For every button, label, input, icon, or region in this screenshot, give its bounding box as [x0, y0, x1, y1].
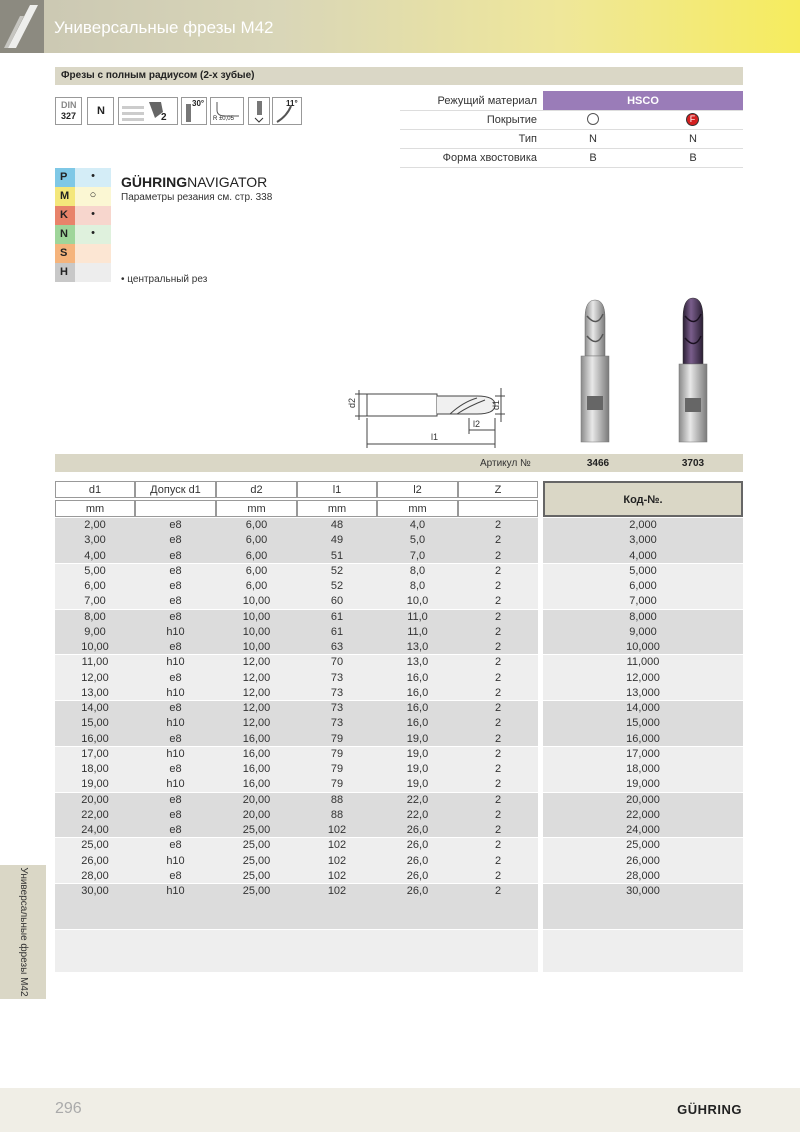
column-header: d2: [216, 481, 297, 498]
shank-value-1: B: [589, 152, 597, 164]
page-header: [0, 0, 800, 53]
cutting-material-label: Режущий материал: [437, 95, 537, 107]
table-cell: 3,00: [84, 534, 106, 547]
table-cell: 10,00: [242, 595, 271, 608]
table-cell: 6,00: [245, 580, 268, 592]
table-cell: h10: [166, 656, 185, 669]
column-unit: mm: [216, 500, 297, 517]
table-cell: 19,0: [406, 747, 429, 760]
table-cell: 2: [494, 641, 502, 653]
table-cell: h10: [166, 778, 185, 791]
code-band: [543, 930, 743, 972]
code-cell: 19,000: [626, 778, 660, 791]
table-cell: 52: [330, 564, 344, 577]
column-header: Z: [458, 481, 538, 498]
clearance-angle: 11°: [286, 99, 298, 108]
table-cell: 2: [494, 625, 502, 638]
table-cell: 7,0: [409, 549, 426, 562]
center-cut-icon: [248, 97, 270, 125]
table-cell: 2: [494, 763, 502, 775]
table-cell: 22,00: [81, 808, 109, 821]
table-cell: 73: [330, 702, 344, 714]
article-label: Артикул №: [480, 458, 531, 469]
table-cell: 18,00: [81, 763, 109, 775]
code-cell: 20,000: [626, 793, 660, 806]
table-cell: 2: [494, 732, 502, 745]
table-cell: 16,0: [406, 671, 429, 684]
code-cell: 24,000: [626, 824, 660, 836]
table-cell: e8: [169, 595, 182, 608]
table-cell: 6,00: [84, 580, 106, 592]
section-bar: [55, 67, 743, 85]
table-cell: 26,0: [406, 869, 429, 882]
table-cell: 2: [494, 610, 502, 623]
divider: [400, 167, 743, 168]
table-cell: 5,0: [409, 534, 426, 547]
table-cell: 63: [330, 641, 344, 653]
table-cell: 48: [330, 519, 344, 531]
table-cell: 30,00: [81, 885, 109, 897]
code-cell: 13,000: [626, 686, 660, 699]
material-row: [55, 168, 111, 187]
side-tab: [0, 865, 46, 999]
table-cell: e8: [169, 580, 182, 592]
table-cell: e8: [169, 763, 182, 775]
table-cell: 16,00: [242, 778, 271, 791]
table-cell: e8: [169, 519, 182, 531]
table-cell: 26,0: [406, 839, 429, 852]
table-cell: 79: [330, 732, 344, 745]
table-cell: e8: [169, 534, 182, 547]
material-row: [55, 263, 111, 282]
table-cell: 13,00: [81, 686, 109, 699]
material-letter: N: [55, 225, 75, 244]
table-cell: h10: [166, 854, 185, 867]
column-header: Допуск d1: [135, 481, 216, 498]
code-cell: 28,000: [626, 869, 660, 882]
navigator-brand-bold: GÜHRING: [121, 174, 188, 190]
table-cell: 28,00: [81, 869, 109, 882]
table-cell: 13,0: [406, 641, 429, 653]
table-cell: e8: [169, 564, 182, 577]
type-badge: [87, 97, 114, 125]
table-cell: 2: [494, 717, 502, 730]
table-cell: 10,00: [242, 641, 271, 653]
code-cell: 9,000: [629, 625, 657, 638]
table-cell: 22,0: [406, 793, 429, 806]
table-cell: 2: [494, 580, 502, 592]
column-unit: mm: [297, 500, 377, 517]
coating-f-icon: F: [686, 113, 699, 126]
table-cell: e8: [169, 549, 182, 562]
table-cell: 61: [330, 610, 344, 623]
type-label: Тип: [518, 133, 537, 145]
article-code-1: 3466: [586, 458, 610, 469]
table-cell: 79: [330, 778, 344, 791]
table-cell: 102: [327, 839, 347, 852]
type-value-2: N: [689, 133, 697, 145]
table-cell: 73: [330, 717, 344, 730]
d2-label: d2: [347, 397, 357, 408]
code-header: Код-№.: [543, 481, 743, 517]
material-suitability: •: [91, 208, 95, 220]
table-cell: 20,00: [242, 808, 271, 821]
table-cell: e8: [169, 671, 182, 684]
material-letter: H: [55, 263, 75, 282]
code-cell: 6,000: [629, 580, 657, 592]
material-suitability: ○: [89, 189, 97, 201]
table-cell: 73: [330, 671, 344, 684]
radius-icon: [210, 97, 244, 125]
table-cell: 20,00: [242, 793, 271, 806]
table-cell: 19,0: [406, 763, 429, 775]
material-value: HSCO: [627, 95, 659, 107]
flutes-icon: [118, 97, 178, 125]
table-cell: 2: [494, 702, 502, 714]
table-cell: 2: [494, 839, 502, 852]
table-cell: 2: [494, 885, 502, 897]
table-cell: 60: [330, 595, 344, 608]
code-cell: 8,000: [629, 610, 657, 623]
code-cell: 5,000: [629, 564, 657, 577]
code-cell: 11,000: [626, 656, 660, 669]
code-cell: 3,000: [629, 534, 657, 547]
table-cell: 2: [494, 869, 502, 882]
column-header: l1: [297, 481, 377, 498]
table-cell: 2: [494, 686, 502, 699]
code-cell: 16,000: [626, 732, 660, 745]
table-cell: 102: [327, 869, 347, 882]
article-bar: [55, 454, 743, 472]
column-unit: mm: [377, 500, 458, 517]
code-cell: 2,000: [629, 519, 657, 531]
table-cell: 20,00: [81, 793, 109, 806]
din-number: 327: [61, 111, 77, 121]
table-cell: 16,00: [242, 763, 271, 775]
shank-value-2: B: [689, 152, 697, 164]
table-cell: 102: [327, 885, 347, 897]
table-cell: 79: [330, 763, 344, 775]
code-cell: 4,000: [629, 549, 657, 562]
table-cell: 51: [330, 549, 344, 562]
table-cell: 25,00: [242, 839, 271, 852]
d1-label: d1: [491, 399, 501, 410]
material-row: [55, 187, 111, 206]
table-cell: 8,00: [84, 610, 106, 623]
table-cell: 16,00: [242, 732, 271, 745]
table-cell: e8: [169, 824, 182, 836]
table-cell: 6,00: [245, 549, 268, 562]
material-row: [55, 206, 111, 225]
table-cell: 4,0: [409, 519, 426, 531]
code-cell: 18,000: [626, 763, 660, 775]
table-cell: 16,00: [242, 747, 271, 760]
table-cell: 88: [330, 808, 344, 821]
table-cell: 25,00: [242, 854, 271, 867]
code-cell: 30,000: [626, 885, 660, 897]
table-cell: 10,00: [81, 641, 109, 653]
table-cell: 10,0: [406, 595, 429, 608]
table-cell: h10: [166, 686, 185, 699]
flutes-count: 2: [161, 112, 167, 123]
code-cell: 14,000: [626, 702, 660, 714]
table-cell: 26,0: [406, 824, 429, 836]
table-cell: 11,0: [407, 625, 428, 638]
table-cell: 19,0: [406, 732, 429, 745]
column-header: l2: [377, 481, 458, 498]
table-cell: 11,0: [407, 610, 428, 623]
table-cell: 26,0: [406, 885, 429, 897]
code-cell: 17,000: [626, 747, 660, 760]
radius-tolerance: R ±0,05: [213, 116, 234, 122]
table-cell: 17,00: [81, 747, 109, 760]
material-row: [55, 225, 111, 244]
code-cell: 15,000: [626, 717, 660, 730]
divider: [400, 129, 743, 130]
column-unit: [458, 500, 538, 517]
table-cell: 12,00: [242, 686, 271, 699]
code-cell: 12,000: [626, 671, 660, 684]
tool-image-3466: [575, 296, 615, 446]
code-cell: 22,000: [626, 808, 660, 821]
material-suitability: •: [91, 170, 95, 182]
no-coating-icon: [587, 113, 599, 125]
divider: [400, 148, 743, 149]
type-value-1: N: [589, 133, 597, 145]
table-cell: 15,00: [81, 717, 109, 730]
table-cell: e8: [169, 808, 182, 821]
table-cell: h10: [166, 717, 185, 730]
l2-label: l2: [473, 419, 481, 429]
table-cell: 14,00: [81, 702, 109, 714]
table-cell: 5,00: [84, 564, 106, 577]
page-number: 296: [55, 1100, 82, 1117]
table-cell: 79: [330, 747, 344, 760]
table-cell: 25,00: [242, 869, 271, 882]
header-logo: [0, 0, 44, 53]
table-cell: 12,00: [242, 717, 271, 730]
table-cell: 9,00: [84, 625, 106, 638]
article-code-2: 3703: [681, 458, 705, 469]
table-cell: 16,00: [81, 732, 109, 745]
type-letter: N: [97, 105, 105, 117]
table-cell: 102: [327, 824, 347, 836]
table-cell: 19,0: [406, 778, 429, 791]
table-cell: 2: [494, 549, 502, 562]
table-cell: 73: [330, 686, 344, 699]
table-cell: 12,00: [242, 671, 271, 684]
material-suitability: •: [91, 227, 95, 239]
table-cell: 61: [330, 625, 344, 638]
table-cell: 19,00: [81, 778, 109, 791]
table-cell: 26,0: [406, 854, 429, 867]
table-cell: h10: [166, 747, 185, 760]
table-cell: h10: [166, 625, 185, 638]
table-cell: 16,0: [406, 702, 429, 714]
page-title: Универсальные фрезы M42: [54, 18, 274, 37]
table-cell: 2: [494, 854, 502, 867]
table-cell: e8: [169, 641, 182, 653]
table-cell: 12,00: [242, 656, 271, 669]
table-cell: 2: [494, 824, 502, 836]
table-cell: 22,0: [406, 808, 429, 821]
code-cell: 10,000: [626, 641, 660, 653]
din-label: DIN: [61, 100, 77, 110]
table-cell: 12,00: [242, 702, 271, 714]
table-cell: 2: [494, 808, 502, 821]
table-cell: 2: [494, 519, 502, 531]
table-cell: 6,00: [245, 534, 268, 547]
material-letter: K: [55, 206, 75, 225]
table-cell: 26,00: [81, 854, 109, 867]
material-bar: [543, 91, 743, 110]
table-cell: 12,00: [81, 671, 109, 684]
table-cell: 8,0: [409, 580, 426, 592]
material-letter: M: [55, 187, 75, 206]
table-cell: 102: [327, 854, 347, 867]
table-cell: 13,0: [406, 656, 429, 669]
divider: [400, 110, 743, 111]
table-cell: 10,00: [242, 625, 271, 638]
table-cell: 24,00: [81, 824, 109, 836]
table-cell: e8: [169, 793, 182, 806]
table-cell: 7,00: [84, 595, 106, 608]
din-badge: [55, 97, 82, 125]
material-letter: S: [55, 244, 75, 263]
table-cell: 11,00: [81, 656, 109, 669]
material-letter: P: [55, 168, 75, 187]
table-cell: e8: [169, 610, 182, 623]
l1-label: l1: [431, 432, 439, 442]
center-cut-note: • центральный рез: [121, 274, 208, 285]
clearance-angle-icon: [272, 97, 302, 125]
table-cell: 10,00: [242, 610, 271, 623]
code-cell: 7,000: [629, 595, 657, 608]
cutting-params-ref: Параметры резания см. стр. 338: [121, 192, 273, 203]
table-cell: 88: [330, 793, 344, 806]
table-cell: 2: [494, 656, 502, 669]
table-cell: 6,00: [245, 519, 268, 531]
shank-label: Форма хвостовика: [442, 152, 537, 164]
table-cell: e8: [169, 869, 182, 882]
navigator-brand: [121, 174, 267, 190]
side-tab-text: Универсальные фрезы M42: [18, 867, 29, 997]
row-band: [55, 930, 538, 972]
table-cell: 52: [330, 580, 344, 592]
column-unit: mm: [55, 500, 135, 517]
helix-angle: 30°: [192, 99, 205, 108]
table-cell: 2: [494, 778, 502, 791]
table-cell: h10: [166, 885, 185, 897]
table-cell: 2: [494, 534, 502, 547]
table-cell: e8: [169, 732, 182, 745]
table-cell: e8: [169, 839, 182, 852]
table-cell: 25,00: [242, 885, 271, 897]
section-title: Фрезы с полным радиусом (2-х зубые): [61, 70, 255, 81]
table-cell: 8,0: [409, 564, 426, 577]
code-cell: 26,000: [626, 854, 660, 867]
table-cell: e8: [169, 702, 182, 714]
coating-label: Покрытие: [486, 114, 537, 126]
code-cell: 25,000: [626, 839, 660, 852]
table-cell: 2: [494, 747, 502, 760]
table-cell: 2: [494, 793, 502, 806]
tool-drawing: [345, 378, 515, 450]
table-cell: 2: [494, 564, 502, 577]
navigator-brand-light: NAVIGATOR: [187, 174, 268, 190]
page-footer: [0, 1088, 800, 1132]
tool-image-3703: [673, 296, 713, 446]
table-cell: 2,00: [84, 519, 106, 531]
column-header: d1: [55, 481, 135, 498]
table-cell: 16,0: [406, 686, 429, 699]
table-cell: 49: [330, 534, 344, 547]
table-cell: 2: [494, 595, 502, 608]
table-cell: 25,00: [242, 824, 271, 836]
table-cell: 25,00: [81, 839, 109, 852]
table-cell: 16,0: [406, 717, 429, 730]
table-cell: 70: [330, 656, 344, 669]
table-cell: 6,00: [245, 564, 268, 577]
footer-brand: GÜHRING: [677, 1102, 742, 1117]
material-row: [55, 244, 111, 263]
column-unit: [135, 500, 216, 517]
table-cell: 4,00: [84, 549, 106, 562]
table-cell: 2: [494, 671, 502, 684]
helix-angle-icon: [181, 97, 207, 125]
